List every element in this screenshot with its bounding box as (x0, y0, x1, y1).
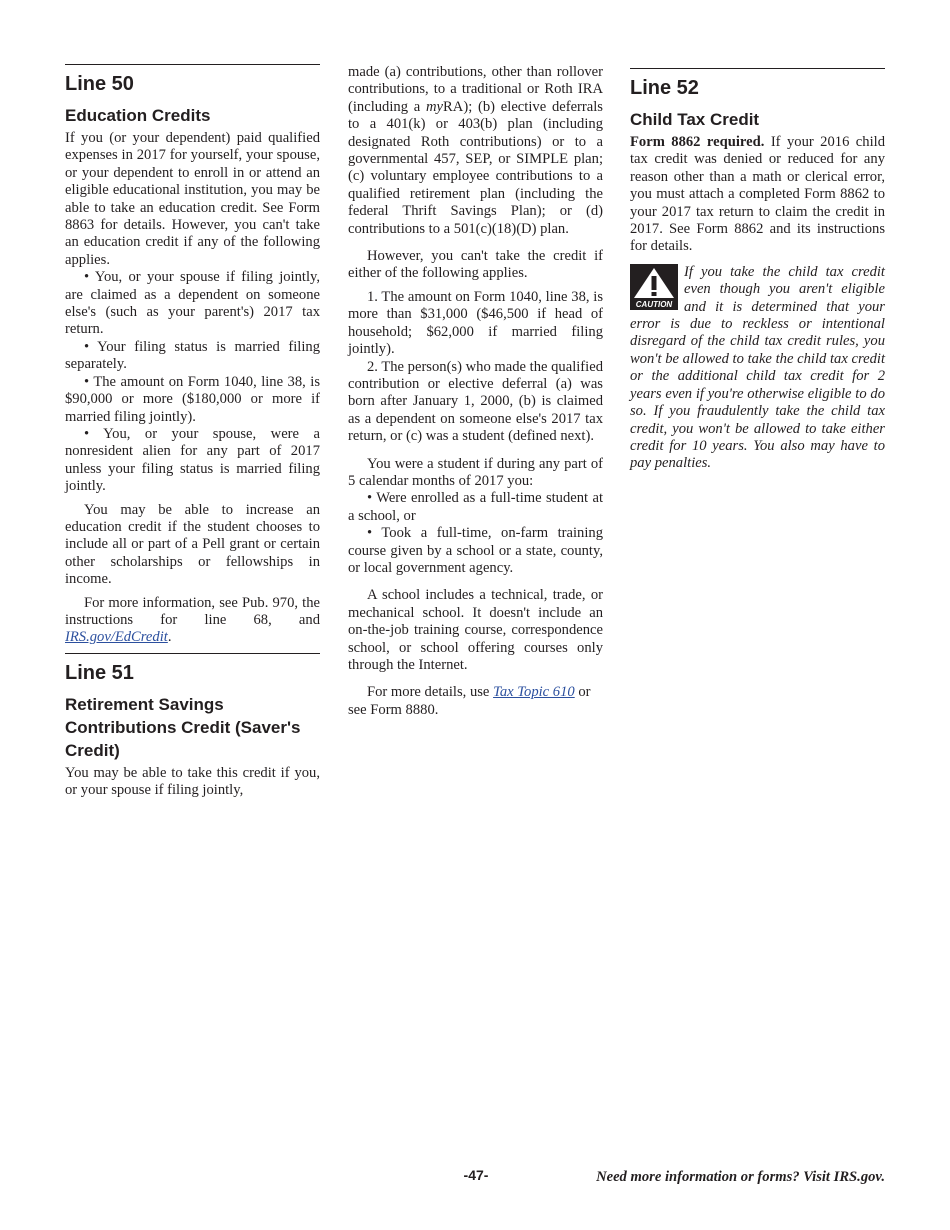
line-52-heading: Line 52 (630, 77, 699, 99)
form-8862-paragraph: Form 8862 required. If your 2016 child tax credit was denied or reduced for any reason other than a math or clerical error, you must attach a completed Form 8862 to your 2017 tax return to claim the credit in 2017. See Form 8862 and its instructions for details. (630, 134, 885, 255)
details-paragraph: For more details, use Tax Topic 610 or see Form 8880. (348, 684, 591, 718)
more-info-paragraph: For more information, see Pub. 970, the instructions for line 68, and IRS.gov/EdCredit. (65, 594, 320, 646)
however-paragraph: However, you can't take the credit if either of the following applies. (348, 248, 603, 282)
line-51-heading: Line 51 (65, 661, 134, 684)
tax-topic-610-link[interactable]: Tax Topic 610 (493, 684, 575, 701)
line-51-intro: You may be able to take this credit if you, or your spouse if filing jointly, (65, 764, 320, 799)
student-bullet-1: • Were enrolled as a full-time student at a school, or (348, 490, 604, 524)
section-rule (630, 68, 885, 69)
section-rule (65, 653, 320, 654)
column-right (630, 68, 885, 473)
page-number: -47- (463, 1167, 489, 1183)
savers-credit-heading: Retirement Savings Contributions Credit (Saver's Credit) (65, 694, 301, 760)
condition-item-2: 2. The person(s) who made the qualified contribution or elective deferral (a) was born after January 1, 2000, (b) is claimed as a dependent on someone else's 2017 tax return, or (c) was a student (defined next). (348, 358, 604, 445)
pell-grant-paragraph: You may be able to increase an education credit if the student chooses to include all or part of a Pell grant or certain other scholarships or fellowships in income. (65, 501, 320, 588)
condition-item-1: 1. The amount on Form 1040, line 38, is more than $31,000 ($46,500 if head of household; $62,000 if married filing jointly). (348, 288, 603, 358)
student-paragraph: You were a student if during any part of 5 calendar months of 2017 you: (348, 455, 603, 489)
column-left (65, 64, 320, 806)
line-50-bullet-4: • You, or your spouse, were a nonresident alien for any part of 2017 unless your filing status is married filing jointly. (65, 425, 320, 495)
education-credits-heading: Education Credits (65, 106, 211, 125)
school-paragraph: A school includes a technical, trade, or mechanical school. It doesn't include an on-the-job training course, correspondence school, or school offering courses only through the Internet. (348, 587, 603, 673)
line-50-bullet-3: • The amount on Form 1040, line 38, is $90,000 or more ($180,000 or more if married filing jointly). (65, 373, 320, 425)
section-rule (65, 64, 320, 65)
caution-box (630, 264, 885, 473)
caution-icon (630, 264, 678, 310)
irs-edcredit-link[interactable]: IRS.gov/EdCredit (65, 629, 168, 646)
line-50-bullet-2: • Your filing status is married filing separately. (65, 338, 320, 373)
contributions-paragraph: made (a) contributions, other than rollover contributions, to a traditional or Roth IRA (including a myRA); (b) elective deferrals to a 401(k) or 403(b) plan (including designated Roth contributions) or to a governmental 457, SEP, or SIMPLE plan; (c) voluntary employee contributions to a qualified retirement plan (including the federal Thrift Savings Plan); or (d) contributions to a 501(c)(18)(D) plan. (348, 64, 603, 237)
line-50-heading: Line 50 (65, 73, 134, 95)
footer-note: Need more information or forms? Visit IRS.gov. (596, 1169, 885, 1185)
line-50-intro: If you (or your dependent) paid qualified expenses in 2017 for yourself, your spouse, or your dependent to enroll in or attend an eligible educational institution, you may be able to take an education credit. See Form 8863 for details. However, you can't take an education credit if any of the following applies. (65, 130, 320, 268)
line-50-bullet-1: • You, or your spouse if filing jointly, are claimed as a dependent on someone else's (such as your parent's) 2017 tax return. (65, 269, 320, 338)
child-tax-credit-heading: Child Tax Credit (630, 110, 760, 129)
column-middle (348, 64, 603, 725)
caution-label: CAUTION (635, 299, 673, 309)
caution-text: If you take the child tax credit even though you aren't eligible and it is determined that your error is due to reckless or intentional disregard of the child tax credit rules, you won't be allowed to take the child tax credit or the additional child tax credit for 2 years even if you're otherwise eligible to do so. If you fraudulently take the child tax credit, you won't be allowed to take either credit for 10 years. You also may have to pay penalties. (630, 263, 885, 472)
student-bullet-2: • Took a full-time, on-farm training course given by a school or a state, county, or local government agency. (348, 525, 603, 576)
